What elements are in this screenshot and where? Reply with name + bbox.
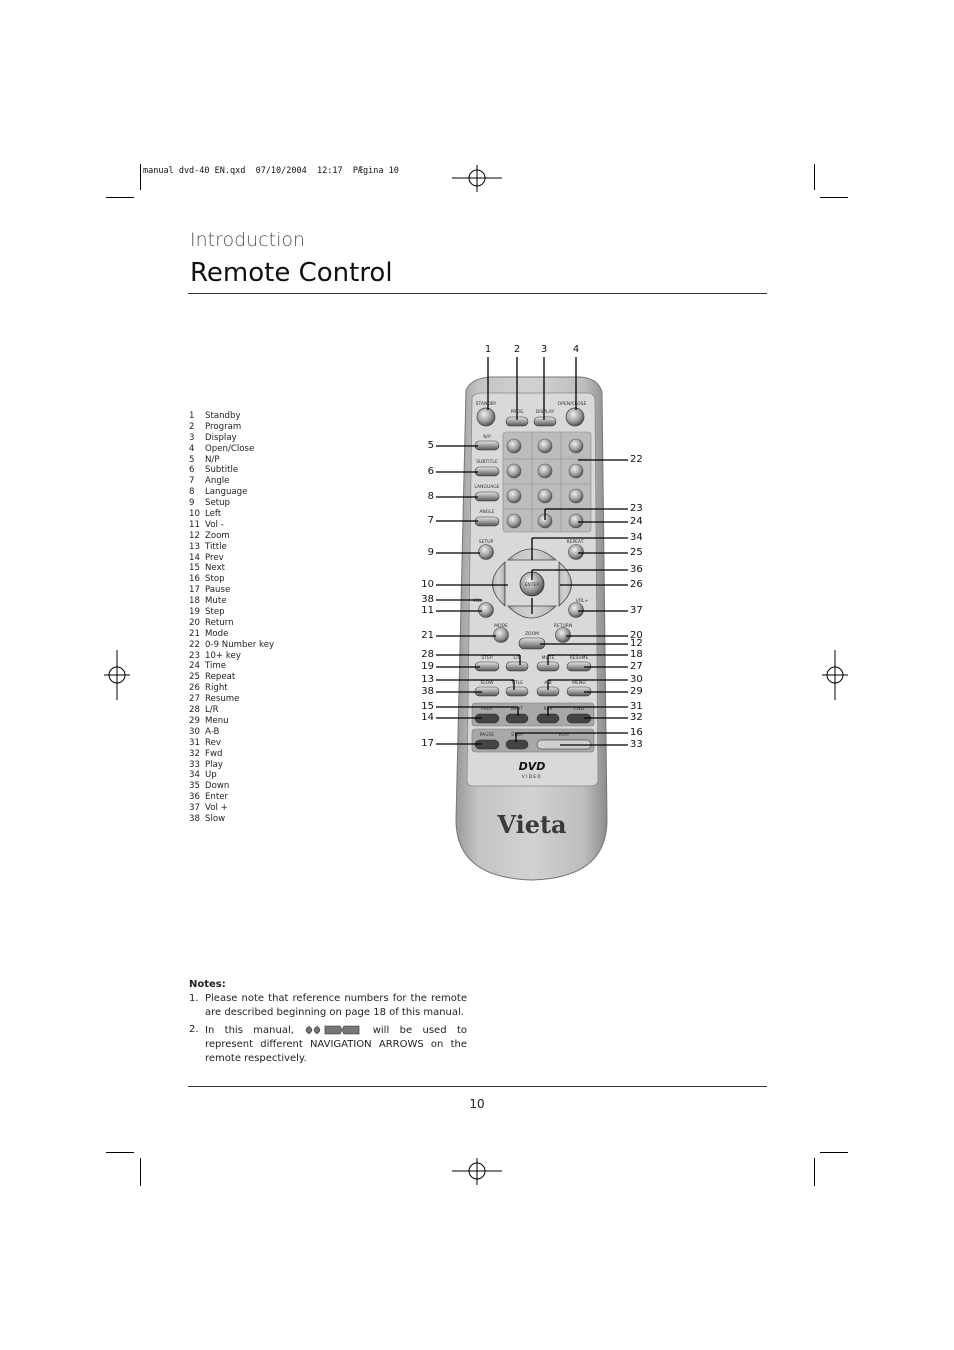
legend-label: 0-9 Number key <box>205 639 275 650</box>
legend-label: Open/Close <box>205 443 255 454</box>
remote-label-prog: PROG <box>510 410 524 415</box>
legend-number: 15 <box>189 563 200 574</box>
legend-number: 22 <box>189 639 200 650</box>
remote-label-setup: SETUP <box>478 540 494 545</box>
legend-number: 32 <box>189 748 200 759</box>
callout-number: 32 <box>630 712 643 723</box>
section-heading: Introduction <box>190 229 306 251</box>
remote-label-angle: ANGLE <box>479 510 495 515</box>
callout-number: 24 <box>630 516 643 527</box>
legend-number: 37 <box>189 803 200 814</box>
legend-number: 6 <box>189 465 195 476</box>
legend-label: Setup <box>205 498 231 509</box>
legend-label: Return <box>205 617 234 628</box>
callout-number: 22 <box>630 454 643 465</box>
legend-label: Angle <box>205 476 230 487</box>
legend-label: Fwd <box>205 748 223 759</box>
notes-heading: Notes: <box>189 979 226 990</box>
legend-number: 29 <box>189 715 200 726</box>
remote-label-next: NEXT <box>511 707 523 712</box>
callout-number: 15 <box>421 701 434 712</box>
callout-number: 9 <box>427 547 434 558</box>
remote-label-mode: MODE <box>494 624 508 629</box>
remote-label-zoom: ZOOM <box>524 632 540 637</box>
legend-label: Zoom <box>205 530 230 541</box>
callout-number: 37 <box>630 605 643 616</box>
legend-label: Up <box>205 770 217 781</box>
legend-label: Pause <box>205 585 231 596</box>
brand-logo: Vieta <box>497 810 567 839</box>
legend-label: Mode <box>205 628 229 639</box>
remote-label-lr: L/R <box>513 656 521 661</box>
legend-number: 16 <box>189 574 200 585</box>
legend-label: Program <box>205 421 242 432</box>
legend-label: Vol + <box>205 803 228 814</box>
note-2 <box>189 1023 467 1066</box>
note-2-after: will be used to represent different NAVIGATION ARROWS on the remote respectively. <box>205 1025 467 1064</box>
legend-number: 7 <box>189 476 195 487</box>
remote-label-pause: PAUSE <box>479 733 495 738</box>
callout-number: 34 <box>630 532 643 543</box>
remote-label-standby: STANDBY <box>475 402 497 407</box>
legend-number: 11 <box>189 519 200 530</box>
callout-number: 13 <box>421 674 434 685</box>
legend-number: 36 <box>189 792 200 803</box>
legend-number: 34 <box>189 770 200 781</box>
callout-number: 21 <box>421 630 434 641</box>
legend-label: Mute <box>205 596 227 607</box>
legend-number: 28 <box>189 705 200 716</box>
legend-label: Prev <box>205 552 224 563</box>
legend-label: Repeat <box>205 672 236 683</box>
legend-number: 30 <box>189 726 200 737</box>
remote-label-step: STEP <box>481 656 493 661</box>
remote-label-ab: A-B <box>544 681 552 686</box>
legend-label: Menu <box>205 715 229 726</box>
remote-label-np: N/P <box>483 435 491 440</box>
remote-label-enter: ENTER <box>524 583 540 588</box>
legend-number: 27 <box>189 694 200 705</box>
legend-number: 26 <box>189 683 200 694</box>
callout-number: 19 <box>421 661 434 672</box>
legend-number: 18 <box>189 596 200 607</box>
legend-number: 9 <box>189 498 195 509</box>
legend-label: A-B <box>205 726 220 737</box>
remote-label-repeat: REPEAT <box>566 540 584 545</box>
legend-number: 24 <box>189 661 200 672</box>
remote-label-mute: MUTE <box>541 656 555 661</box>
callout-number: 14 <box>421 712 434 723</box>
note-1-text: Please note that reference numbers for the remote are described beginning on page 18 of this manual. <box>205 993 467 1018</box>
remote-label-subtitle: SUBTITLE <box>476 460 498 465</box>
page-number: 10 <box>469 1097 485 1111</box>
legend-number: 23 <box>189 650 200 661</box>
remote-label-language: LANGUAGE <box>474 485 500 490</box>
legend-label: Left <box>205 509 222 520</box>
callout-number: 4 <box>572 344 580 355</box>
legend-number: 31 <box>189 737 200 748</box>
legend-number: 13 <box>189 541 200 552</box>
legend-number: 17 <box>189 585 200 596</box>
callout-number: 38 <box>421 594 434 605</box>
legend-label: Next <box>205 563 226 574</box>
callout-number: 17 <box>421 738 434 749</box>
legend-number: 35 <box>189 781 200 792</box>
callout-number: 10 <box>421 579 434 590</box>
remote-label-slow: SLOW <box>480 681 494 686</box>
legend-number: 33 <box>189 759 200 770</box>
legend-label: Stop <box>205 574 225 585</box>
callout-number: 31 <box>630 701 643 712</box>
remote-label-rev: REV <box>543 707 553 712</box>
legend-label: Step <box>205 607 225 618</box>
notes-block <box>189 978 467 1066</box>
remote-label-vol-minus: VOL- <box>472 599 484 604</box>
footer-rule <box>188 1086 767 1087</box>
legend-label: L/R <box>205 705 219 716</box>
legend-label: Tittle <box>205 541 227 552</box>
callout-number: 18 <box>630 649 643 660</box>
callout-number: 38 <box>421 686 434 697</box>
remote-label-return: RETURN <box>553 624 573 629</box>
navigation-arrows-icon <box>304 1023 362 1037</box>
legend-number: 14 <box>189 552 200 563</box>
remote-label-fwd: FWD <box>573 707 585 712</box>
legend-number: 2 <box>189 421 195 432</box>
callout-number: 12 <box>630 638 643 649</box>
legend-label: Subtitle <box>205 465 239 476</box>
remote-label-vol-plus: VOL+ <box>575 599 589 604</box>
legend-number: 4 <box>189 443 195 454</box>
callout-number: 5 <box>427 440 434 451</box>
remote-label-menu: MENU <box>572 681 586 686</box>
note-1-number: 1. <box>189 993 199 1004</box>
legend-number: 3 <box>189 432 195 443</box>
legend-label: 10+ key <box>205 650 241 661</box>
legend-number: 38 <box>189 813 200 824</box>
callout-number: 28 <box>421 649 434 660</box>
callout-number: 2 <box>513 344 521 355</box>
legend-number: 8 <box>189 487 195 498</box>
legend-label: Right <box>205 683 228 694</box>
legend-label: Play <box>205 759 223 770</box>
legend-label: Down <box>205 781 230 792</box>
callout-number: 16 <box>630 727 643 738</box>
legend-label: Display <box>205 432 237 443</box>
remote-label-title: TITLE <box>510 681 524 686</box>
note-2-text <box>205 1023 467 1066</box>
legend-label: Time <box>205 661 227 672</box>
remote-label-prev: PREV <box>481 707 493 712</box>
callout-number: 23 <box>630 503 643 514</box>
dvd-video-text: VIDEO <box>521 774 543 779</box>
note-1 <box>189 992 467 1020</box>
callout-number: 27 <box>630 661 643 672</box>
legend-label: Vol - <box>205 519 224 530</box>
note-2-before: In this manual, <box>205 1025 294 1036</box>
callout-number: 36 <box>630 564 643 575</box>
legend-label: Rev <box>205 737 221 748</box>
page-title: Remote Control <box>190 258 393 288</box>
legend-number: 1 <box>189 411 195 421</box>
callout-number: 3 <box>540 344 548 355</box>
legend-number: 20 <box>189 617 200 628</box>
legend-label: Resume <box>205 694 240 705</box>
callout-number: 29 <box>630 686 643 697</box>
callout-number: 1 <box>484 344 492 355</box>
callout-number: 6 <box>427 466 434 477</box>
note-2-number: 2. <box>189 1024 199 1035</box>
remote-label-play: PLAY <box>558 733 570 738</box>
legend-label: Enter <box>205 792 229 803</box>
remote-label-stop: STOP <box>511 733 523 738</box>
legend-label: N/P <box>205 454 220 465</box>
callout-number: 7 <box>427 515 434 526</box>
legend-label: Slow <box>205 813 226 824</box>
legend-label: Language <box>205 487 248 498</box>
legend-number: 19 <box>189 607 200 618</box>
print-slug: manual dvd-40 EN.qxd 07/10/2004 12:17 PÆgina 10 <box>143 166 399 176</box>
remote-label-resume: RESUME <box>569 656 589 661</box>
remote-label-open-close: OPEN/CLOSE <box>557 402 587 407</box>
callout-number: 33 <box>630 739 643 750</box>
legend-number: 21 <box>189 628 200 639</box>
legend-number: 10 <box>189 509 200 520</box>
callout-number: 26 <box>630 579 643 590</box>
callout-number: 11 <box>421 605 434 616</box>
callout-number: 20 <box>630 630 643 641</box>
legend-number: 12 <box>189 530 200 541</box>
callout-number: 8 <box>427 491 434 502</box>
dvd-logo: DVD <box>518 760 546 773</box>
legend-number: 5 <box>189 454 195 465</box>
remote-label-display: DISPLAY <box>535 410 555 415</box>
legend-number: 25 <box>189 672 200 683</box>
callout-number: 25 <box>630 547 643 558</box>
legend-label: Standby <box>205 411 241 421</box>
callout-number: 30 <box>630 674 643 685</box>
